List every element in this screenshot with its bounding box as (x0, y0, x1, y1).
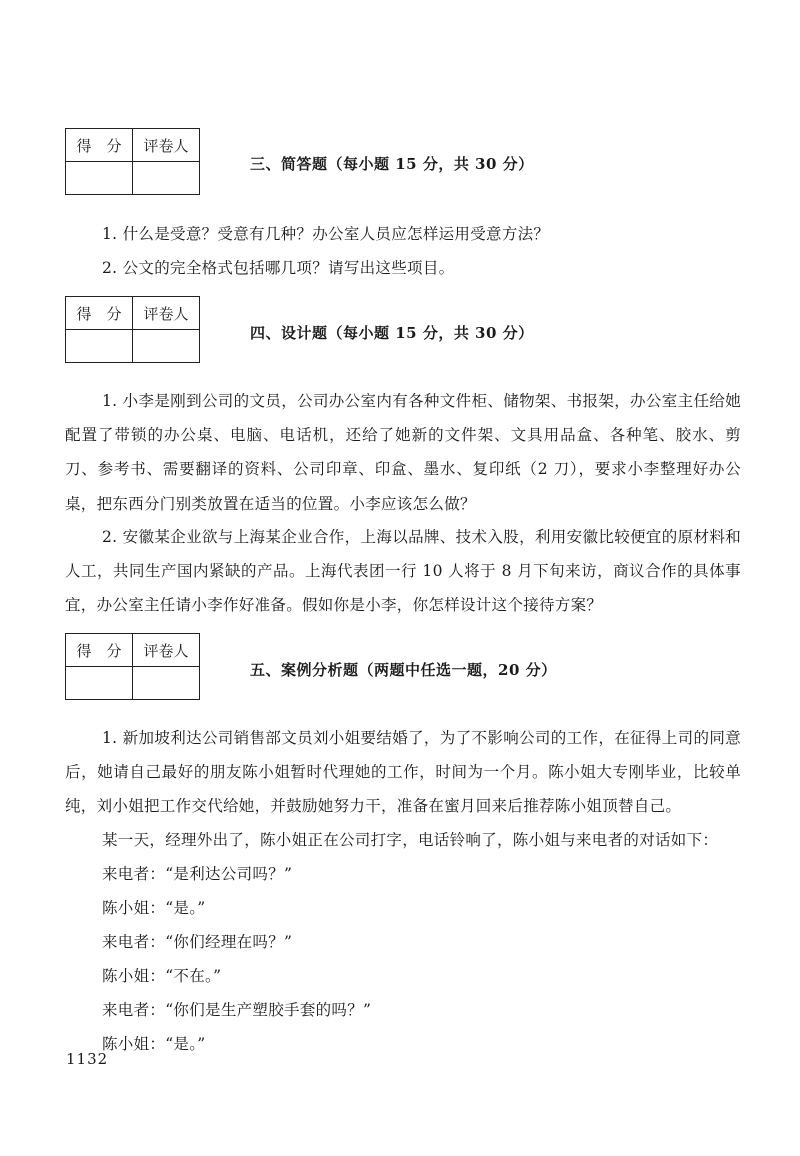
score-cell[interactable] (66, 162, 133, 195)
grader-cell[interactable] (133, 162, 200, 195)
score-table-section5 (65, 633, 200, 700)
score-label: 得 分 (66, 129, 133, 162)
score-cell[interactable] (66, 330, 133, 363)
case-paragraph-2: 某一天，经理外出了，陈小姐正在公司打字，电话铃响了，陈小姐与来电者的对话如下： (102, 831, 719, 849)
case-paragraph-1: 1. 新加坡利达公司销售部文员刘小姐要结婚了，为了不影响公司的工作，在征得上司的同意后，她请自己最好的朋友陈小姐暂时代理她的工作，时间为一个月。陈小姐大专刚毕业，比较单纯，刘小姐把工作交代给她，并鼓励她努力干，准备在蜜月回来后推荐陈小姐顶替自己。 (65, 729, 741, 816)
score-label: 得 分 (66, 297, 133, 330)
grader-label: 评卷人 (133, 129, 200, 162)
section3-title: 三、简答题（每小题 15 分，共 30 分） (250, 155, 534, 173)
dialogue-line: 陈小姐：“不在。” (102, 967, 222, 985)
score-table-section3 (65, 128, 200, 195)
grader-cell[interactable] (133, 667, 200, 700)
section3-question-2: 2. 公文的完全格式包括哪几项？请写出这些项目。 (102, 259, 455, 277)
dialogue-line: 来电者：“是利达公司吗？” (102, 865, 293, 883)
score-label: 得 分 (66, 634, 133, 667)
dialogue-line: 陈小姐：“是。” (102, 899, 206, 917)
dialogue-line: 来电者：“你们是生产塑胶手套的吗？” (102, 1001, 372, 1019)
page-number: 1132 (66, 1050, 109, 1068)
section4-question-2: 2. 安徽某企业欲与上海某企业合作，上海以品牌、技术入股，利用安徽比较便宜的原材料和人工，共同生产国内紧缺的产品。上海代表团一行 10 人将于 8 月下旬来访，商议合作的具体事宜，办公室主任请小李作好准备。假如你是小李，你怎样设计这个接待方案？ (65, 528, 741, 615)
grader-cell[interactable] (133, 330, 200, 363)
score-cell[interactable] (66, 667, 133, 700)
dialogue-line: 陈小姐：“是。” (102, 1035, 206, 1053)
grader-label: 评卷人 (133, 634, 200, 667)
dialogue-line: 来电者：“你们经理在吗？” (102, 933, 293, 951)
section4-question-1: 1. 小李是刚到公司的文员，公司办公室内有各种文件柜、储物架、书报架，办公室主任给她配置了带锁的办公桌、电脑、电话机，还给了她新的文件架、文具用品盒、各种笔、胶水、剪刀、参考书、需要翻译的资料、公司印章、印盒、墨水、复印纸（2 刀），要求小李整理好办公桌，把东西分门别类放置在适当的位置。小李应该怎么做？ (65, 392, 741, 513)
score-table-section4 (65, 296, 200, 363)
grader-label: 评卷人 (133, 297, 200, 330)
section4-title: 四、设计题（每小题 15 分，共 30 分） (250, 324, 534, 342)
section5-title: 五、案例分析题（两题中任选一题，20 分） (250, 661, 557, 679)
section3-question-1: 1. 什么是受意？受意有几种？办公室人员应怎样运用受意方法？ (102, 225, 550, 243)
